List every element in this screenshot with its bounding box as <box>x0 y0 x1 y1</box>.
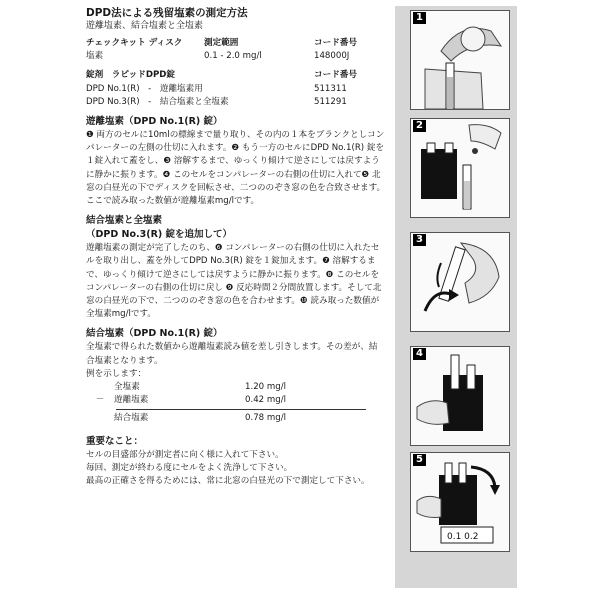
step-5-illustration: 0.1 0.2 5 <box>410 452 510 552</box>
kit-header-range: 測定範囲 <box>204 38 239 48</box>
example-block <box>86 368 386 426</box>
kit-cell-code: 148000J <box>314 51 350 62</box>
reagent-header-code: コード番号 <box>314 70 357 81</box>
combined-total-text: 遊離塩素の測定が完了したのち、❻ コンパレーターの右側の仕切に入れたセルを取り出し、蓋を外してDPD No.3(R) 錠を１錠加えます。❼ 溶解するまで、ゆっくり傾けて逆さにしては戻すように静かに振ります。❽ このセルをコンパレーターの右側の仕切に戻し ❾ 反応時間２分間放置します。そして北窓の白昼光の下で、二つののぞき窓の色を合わせます。❿ 読み取った数値が全塩素mg/lです。 <box>86 243 382 320</box>
fill-cell-icon <box>411 11 509 109</box>
notes-heading: 重要なこと： <box>86 435 144 447</box>
kit-cell-range: 0.1 - 2.0 mg/l <box>204 51 262 62</box>
reagent-cell-name: DPD No.3(R) - 結合塩素と全塩素 <box>86 96 229 107</box>
example-row: 全塩素 1.20 mg/l <box>114 382 286 393</box>
example-label: 例を示します： <box>86 368 147 379</box>
example-row: 結合塩素 0.78 mg/l <box>114 413 286 424</box>
kit-header-code: コード番号 <box>314 38 357 48</box>
page-subtitle: 遊離塩素、結合塩素と全塩素 <box>86 21 204 31</box>
reagent-cell-name: DPD No.1(R) - 遊離塩素用 <box>86 83 203 94</box>
example-divider <box>116 409 366 410</box>
combined-heading: 結合塩素（DPD No.1(R) 錠） <box>86 328 223 340</box>
step-3-illustration: 3 <box>410 232 510 332</box>
free-chlorine-text: ❶ 両方のセルに10mlの標線まで量り取り、その内の１本をブランクとしコンパレーターの左側の仕切に入れます。❷ もう一方のセルにDPD No.1(R) 錠を１錠入れて蓋をし、❸ 溶解するまで、ゆっくり傾けて逆さにしては戻すように静かに振ります。❹ このセルをコンパレーターの右側の仕切に入れて❺ 北窓の白昼光の下でディスクを回転させ、二つののぞき窓の色を合致させます。ここで読み取った数値が遊離塩素mg/lです。 <box>86 130 386 207</box>
note-item: セルの目盛部分が測定者に向く様に入れて下さい。 <box>86 449 284 460</box>
combined-total-subheading: （DPD No.3(R) 錠を追加して） <box>86 229 233 241</box>
insert-cell-icon <box>411 347 509 445</box>
step-4-illustration: 4 <box>410 346 510 446</box>
invert-cell-icon <box>411 233 509 331</box>
note-item: 最高の正確さを得るためには、常に北窓の白昼光の下で測定して下さい。 <box>86 476 370 487</box>
kit-header-disc: チェックキット ディスク <box>86 38 183 48</box>
add-tablet-icon <box>411 119 509 217</box>
notes-list <box>86 449 386 489</box>
instructions-column <box>86 6 386 488</box>
step-2-illustration: 2 <box>410 118 510 218</box>
combined-text: 全塩素で得られた数値から遊離塩素読み値を差し引きします。その差が、結合塩素となります。 <box>86 342 378 366</box>
note-item: 毎回、測定が終わる度にセルをよく洗浄して下さい。 <box>86 462 293 473</box>
page-title: DPD法による残留塩素の測定方法 <box>86 7 248 19</box>
rotate-disc-icon <box>411 453 509 551</box>
free-chlorine-heading: 遊離塩素（DPD No.1(R) 錠） <box>86 116 223 128</box>
combined-total-heading: 結合塩素と全塩素 <box>86 215 163 227</box>
kit-table <box>86 37 386 63</box>
reagent-table <box>86 69 386 109</box>
example-row: － 遊離塩素 0.42 mg/l <box>95 395 286 406</box>
reagent-cell-code: 511311 <box>314 83 347 94</box>
reagent-header-tablet: 錠剤 ラピッドDPD錠 <box>86 70 175 81</box>
reagent-cell-code: 511291 <box>314 96 347 107</box>
disc-scale-label: 0.1 0.2 <box>447 532 479 542</box>
step-1-illustration: 1 <box>410 10 510 110</box>
kit-cell-name: 塩素 <box>86 51 104 62</box>
